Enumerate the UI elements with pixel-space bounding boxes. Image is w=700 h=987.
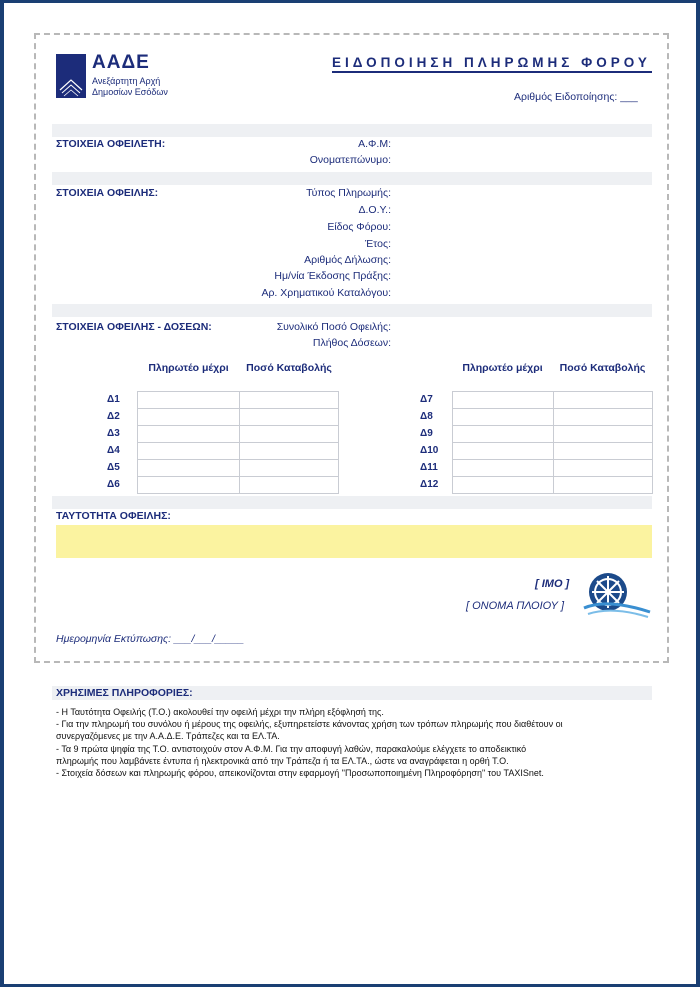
right-amount-header: Ποσό Καταβολής bbox=[559, 362, 646, 374]
grid-cell[interactable] bbox=[453, 392, 554, 409]
info-line: συνεργαζόμενες με την Α.Α.Δ.Ε. Τράπεζες και τα ΕΛ.ΤΑ. bbox=[56, 731, 280, 741]
field-afm-label: Α.Φ.Μ: bbox=[358, 138, 391, 150]
left-amount-header: Ποσό Καταβολής bbox=[246, 362, 332, 374]
ship-wheel-icon bbox=[582, 568, 652, 620]
band-installments bbox=[52, 304, 652, 317]
row-label-d11: Δ11 bbox=[420, 462, 438, 473]
grid-cell[interactable] bbox=[240, 426, 339, 443]
debt-heading: ΣΤΟΙΧΕΙΑ ΟΦΕΙΛΗΣ: bbox=[56, 187, 159, 199]
grid-cell[interactable] bbox=[138, 426, 240, 443]
row-label-d10: Δ10 bbox=[420, 445, 439, 456]
notice-number: Αριθμός Ειδοποίησης: ___ bbox=[514, 91, 638, 103]
grid-cell[interactable] bbox=[138, 409, 240, 426]
field-tax-type-label: Είδος Φόρου: bbox=[327, 221, 391, 233]
row-label-d8: Δ8 bbox=[420, 411, 433, 422]
field-installment-count-label: Πλήθος Δόσεων: bbox=[312, 337, 391, 349]
row-label-d3: Δ3 bbox=[107, 428, 120, 439]
field-declaration-label: Αριθμός Δήλωσης: bbox=[304, 254, 391, 266]
notice-page bbox=[4, 3, 696, 984]
grid-cell[interactable] bbox=[240, 392, 339, 409]
grid-cell[interactable] bbox=[240, 460, 339, 477]
grid-cell[interactable] bbox=[554, 477, 653, 494]
field-catalog-label: Αρ. Χρηματικού Καταλόγου: bbox=[261, 287, 391, 299]
info-line: πληρωμής που λαμβάνετε έντυπα ή ηλεκτρονικά από την Τράπεζα ή τα ΕΛ.ΤΑ., ώστε να αναγράφεται η ορθή Τ.Ο. bbox=[56, 756, 509, 766]
row-label-d12: Δ12 bbox=[420, 479, 439, 490]
page-title: ΕΙΔΟΠΟΙΗΣΗ ΠΛΗΡΩΜΗΣ ΦΟΡΟΥ bbox=[332, 55, 651, 70]
grid-cell[interactable] bbox=[138, 443, 240, 460]
info-line: - Για την πληρωμή του συνόλου ή μέρους της οφειλής, εξυπηρετείστε κάνοντας χρήση των τρόπων πληρωμής που διαθέτουν οι bbox=[56, 719, 563, 729]
field-name-label: Ονοματεπώνυμο: bbox=[309, 154, 391, 166]
grid-cell[interactable] bbox=[554, 392, 653, 409]
grid-cell[interactable] bbox=[453, 460, 554, 477]
row-label-d7: Δ7 bbox=[420, 394, 433, 405]
print-date: Ημερομηνία Εκτύπωσης: ___/___/_____ bbox=[56, 633, 245, 645]
field-total-amount-label: Συνολικό Ποσό Οφειλής: bbox=[276, 321, 391, 333]
field-payment-type-label: Τύπος Πληρωμής: bbox=[306, 187, 391, 199]
row-label-d2: Δ2 bbox=[107, 411, 120, 422]
grid-cell[interactable] bbox=[453, 477, 554, 494]
left-installments-grid bbox=[137, 391, 339, 494]
band-debt bbox=[52, 172, 652, 185]
row-label-d1: Δ1 bbox=[107, 394, 120, 405]
grid-cell[interactable] bbox=[240, 443, 339, 460]
info-line: - Τα 9 πρώτα ψηφία της Τ.Ο. αντιστοιχούν στον Α.Φ.Μ. Για την αποφυγή λαθών, παρακαλούμε ελέγχετε το αποδεικτικό bbox=[56, 744, 527, 754]
grid-cell[interactable] bbox=[554, 443, 653, 460]
row-label-d9: Δ9 bbox=[420, 428, 433, 439]
grid-cell[interactable] bbox=[138, 477, 240, 494]
logo-line2: Δημοσίων Εσόδων bbox=[92, 87, 168, 97]
ship-name: [ ΟΝΟΜΑ ΠΛΟΙΟΥ ] bbox=[466, 600, 565, 612]
field-issue-date-label: Ημ/νία Έκδοσης Πράξης: bbox=[274, 270, 391, 282]
info-line: - Η Ταυτότητα Οφειλής (Τ.Ο.) ακολουθεί την οφειλή μέχρι την πλήρη εξόφλησή της. bbox=[56, 707, 384, 717]
grid-cell[interactable] bbox=[138, 460, 240, 477]
ship-imo: [ IMO ] bbox=[535, 578, 570, 590]
row-label-d4: Δ4 bbox=[107, 445, 120, 456]
field-year-label: Έτος: bbox=[364, 238, 391, 250]
identity-field[interactable] bbox=[56, 525, 652, 558]
field-doy-label: Δ.Ο.Υ.: bbox=[358, 204, 391, 216]
identity-heading: ΤΑΥΤΟΤΗΤΑ ΟΦΕΙΛΗΣ: bbox=[56, 510, 171, 522]
left-due-header: Πληρωτέο μέχρι bbox=[148, 362, 229, 374]
grid-cell[interactable] bbox=[453, 409, 554, 426]
grid-cell[interactable] bbox=[453, 426, 554, 443]
right-due-header: Πληρωτέο μέχρι bbox=[462, 362, 543, 374]
band-debtor bbox=[52, 124, 652, 137]
grid-cell[interactable] bbox=[240, 409, 339, 426]
logo-abbr: ΑΑΔΕ bbox=[92, 52, 150, 73]
grid-cell[interactable] bbox=[554, 426, 653, 443]
debtor-heading: ΣΤΟΙΧΕΙΑ ΟΦΕΙΛΕΤΗ: bbox=[56, 138, 166, 150]
title-underline bbox=[332, 71, 652, 73]
grid-cell[interactable] bbox=[453, 443, 554, 460]
grid-cell[interactable] bbox=[554, 460, 653, 477]
aade-logo-icon bbox=[56, 54, 86, 98]
logo-line1: Ανεξάρτητη Αρχή bbox=[92, 76, 161, 86]
installments-heading: ΣΤΟΙΧΕΙΑ ΟΦΕΙΛΗΣ - ΔΟΣΕΩΝ: bbox=[56, 321, 212, 333]
right-installments-grid bbox=[452, 391, 653, 494]
info-heading: ΧΡΗΣΙΜΕΣ ΠΛΗΡΟΦΟΡΙΕΣ: bbox=[56, 687, 193, 699]
info-line: - Στοιχεία δόσεων και πληρωμής φόρου, απεικονίζονται στην εφαρμογή "Προσωποποιημένη Πληροφόρηση" του TAXISnet. bbox=[56, 768, 544, 778]
grid-cell[interactable] bbox=[554, 409, 653, 426]
grid-cell[interactable] bbox=[240, 477, 339, 494]
row-label-d6: Δ6 bbox=[107, 479, 120, 490]
aade-logo bbox=[56, 54, 206, 104]
grid-cell[interactable] bbox=[138, 392, 240, 409]
band-identity bbox=[52, 496, 652, 509]
row-label-d5: Δ5 bbox=[107, 462, 120, 473]
